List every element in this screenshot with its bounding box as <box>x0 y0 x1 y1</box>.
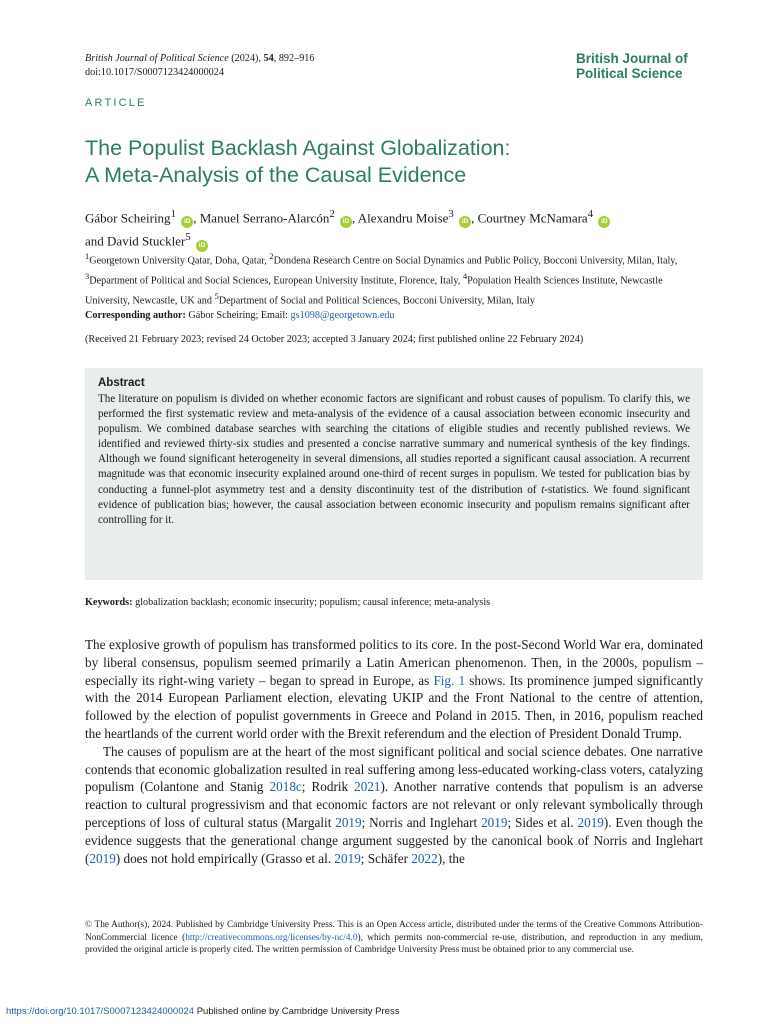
citation-link[interactable]: 2019 <box>334 850 361 866</box>
orcid-icon[interactable]: iD <box>181 216 193 228</box>
citation-link[interactable]: 2019 <box>481 814 508 830</box>
keywords: Keywords: globalization backlash; economic insecurity; populism; causal inference; meta-analysis <box>85 597 491 608</box>
article-type-label: ARTICLE <box>85 97 147 109</box>
corresponding-author-label: Corresponding author: <box>85 309 186 321</box>
citation-link[interactable]: 2018c <box>269 779 302 795</box>
body-text <box>85 636 703 867</box>
citation-link[interactable]: 2019 <box>335 814 362 830</box>
author-name[interactable]: Alexandru Moise <box>357 210 449 226</box>
author-name[interactable]: Manuel Serrano-Alarcón <box>199 210 330 226</box>
article-title: The Populist Backlash Against Globalization: A Meta-Analysis of the Causal Evidence <box>85 136 511 187</box>
author-name[interactable]: Gábor Scheiring <box>85 210 171 226</box>
doi-text: doi:10.1017/S0007123424000024 <box>85 67 224 78</box>
citation-link[interactable]: 2019 <box>89 850 116 866</box>
email-link[interactable]: gs1098@georgetown.edu <box>290 309 395 321</box>
author-name[interactable]: Courtney McNamara <box>477 210 588 226</box>
orcid-icon[interactable]: iD <box>459 216 471 228</box>
license-link[interactable]: http://creativecommons.org/licenses/by-nc/4.0 <box>185 932 358 943</box>
journal-name: British Journal of Political Science <box>85 53 229 64</box>
abstract-heading: Abstract <box>98 377 145 389</box>
citation-link[interactable]: 2019 <box>577 814 604 830</box>
volume: 54 <box>263 53 274 64</box>
citation-link[interactable]: 2021 <box>354 779 381 795</box>
orcid-icon[interactable]: iD <box>340 216 352 228</box>
journal-citation: British Journal of Political Science (2024), 54, 892–916 doi:10.1017/S0007123424000024 <box>85 53 315 78</box>
journal-logo: British Journal of Political Science <box>576 51 688 81</box>
paragraph: The causes of populism are at the heart of the most significant political and social science debates. One narrative contends that economic globalization resulted in real suffering among less-educated working-class voters, catalyzing populism (Colantone and Stanig 2018c; Rodrik 2021). Another narrative contends that populism is an adverse reaction to cultural progressivism and that economic factors are not relevant or only relevant symbolically through perceptions of loss of cultural status (Margalit 2019; Norris and Inglehart 2019; Sides et al. 2019). Even though the evidence suggests that the generational change argument suggested by the canonical book of Norris and Inglehart (2019) does not hold empirically (Grasso et al. 2019; Schäfer 2022), the <box>85 743 704 866</box>
orcid-icon[interactable]: iD <box>598 216 610 228</box>
affiliations: $^1$Georgetown University Qatar, Doha, Qatar, $^2$Dondena Research Centre on Social Dynamics and Public Policy, Bocconi University, Milan, Italy, $^3$Department of Political and Social Sciences, European University Institute, Florence, Italy, $^4$Population Health Sciences Institute, Newcastle University, Newcastle, UK and $^5$Department of Social and Political Sciences, Bocconi University, Milan, Italy Corresponding author: Gábor Scheiring; Email: gs1098@georgetown.edu <box>85 251 678 321</box>
doi-link[interactable]: https://doi.org/10.1017/S0007123424000024 <box>6 1006 195 1017</box>
author-list: Gábor Scheiring$^1$ iD , Manuel Serrano-Alarcón$^2$ iD , Alexandru Moise$^3$ iD , Courtney McNamara$^4$ iD and David Stuckler$^5$ iD <box>85 205 705 252</box>
footer: https://doi.org/10.1017/S0007123424000024 Published online by Cambridge University Press <box>6 1006 400 1017</box>
license-notice: © The Author(s), 2024. Published by Cambridge University Press. This is an Open Access article, distributed under the terms of the Creative Commons Attribution-NonCommercial licence (http://creativecommons.org/licenses/by-nc/4.0), which permits non-commercial re-use, distribution, and reproduction in any medium, provided the original article is properly cited. The written permission of Cambridge University Press must be obtained prior to any commercial use. <box>85 920 704 956</box>
citation-link[interactable]: 2022 <box>411 850 438 866</box>
author-name[interactable]: David Stuckler <box>107 233 186 249</box>
orcid-icon[interactable]: iD <box>196 240 208 252</box>
received-dates: (Received 21 February 2023; revised 24 October 2023; accepted 3 January 2024; first published online 22 February 2024) <box>85 334 584 345</box>
paragraph: The explosive growth of populism has transformed politics to its core. In the post-Second World War era, dominated by liberal consensus, populism seemed primarily a Latin American phenomenon. Then, in the 2000s, populism – especially its right-wing variety – began to spread in Europe, as Fig. 1 shows. Its prominence jumped significantly with the 2014 European Parliament election, elevating UKIP and the Front National to the centre of attention, followed by the election of populist governments in Greece and Poland in 2015. Then, in 2016, populism reached the heartlands of the current world order with the Brexit referendum and the election of President Donald Trump. <box>85 637 703 741</box>
figure-link[interactable]: Fig. 1 <box>433 672 466 688</box>
abstract-text: The literature on populism is divided on whether economic factors are significant and robust causes of populism. To clarify this, we performed the first systematic review and meta-analysis of the evidence of a causal association between economic insecurity and populism. We combined database searches with searching the citations of eligible studies and recently published reviews. We identified and reviewed thirty-six studies and presented a concise narrative summary and numerical synthesis of the key findings. Although we found significant heterogeneity in several dimensions, all studies reported a significant causal association. A recurrent magnitude was that economic insecurity explained around one-third of recent surges in populism. We tested for publication bias by conducting a funnel-plot asymmetry test and a density discontinuity test of the distribution of t-statistics. We found significant evidence of publication bias; however, the causal association between economic insecurity and populism remains significant after controlling for it. <box>98 393 691 526</box>
